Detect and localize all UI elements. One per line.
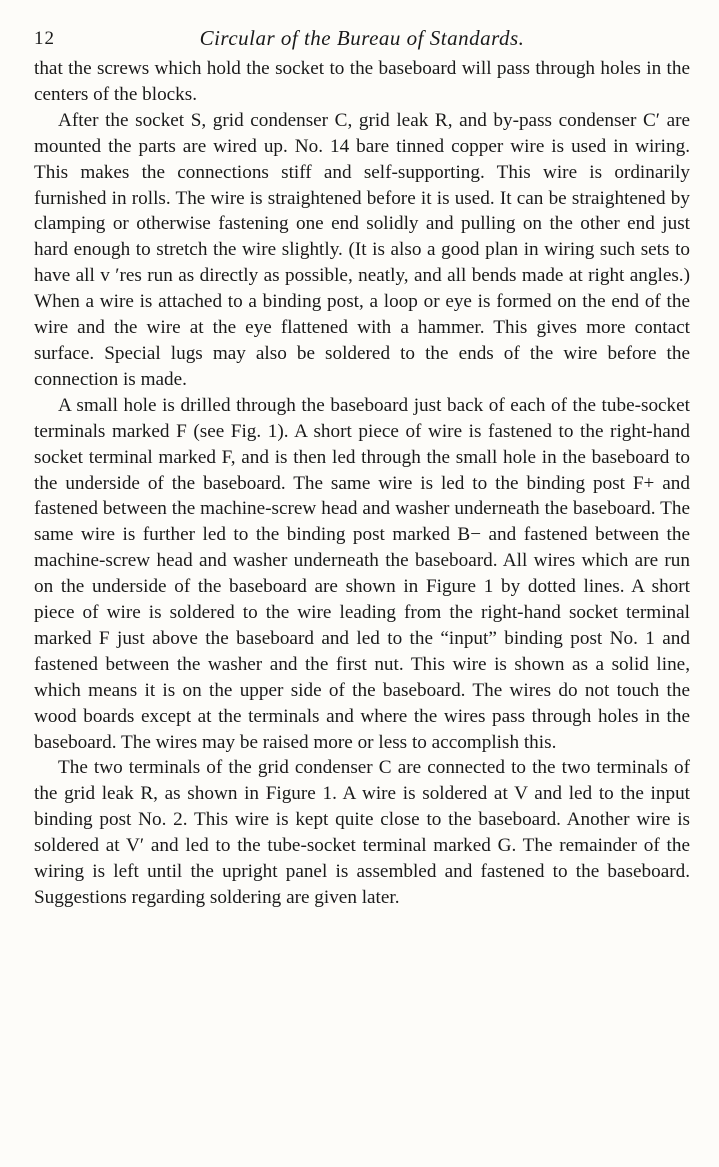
page-number: 12 [34,28,55,49]
paragraph: The two terminals of the grid condenser C are connected to the two terminals of the grid leak R, as shown in Figure 1. A wire is soldered at V and led to the input binding post No. 2. This wire is kept quite close to the baseboard. Another wire is soldered at V′ and led to the tube-socket terminal marked G. The remainder of the wiring is left until the upright panel is assembled and fastened to the baseboard. Suggestions regarding soldering are given later. [34,757,690,908]
running-title: Circular of the Bureau of Standards. [199,26,525,50]
running-head [34,24,690,56]
paragraph: A small hole is drilled through the baseboard just back of each of the tube-socket terminals marked F (see Fig. 1). A short piece of wire is fastened to the right-hand socket terminal marked F, and is then led through the small hole in the baseboard to the underside of the baseboard. The same wire is led to the binding post F+ and fastened between the machine-screw head and washer underneath the baseboard. The same wire is further led to the binding post marked B− and fastened between the machine-screw head and washer underneath the baseboard. All wires which are run on the underside of the baseboard are shown in Figure 1 by dotted lines. A short piece of wire is soldered to the wire leading from the right-hand socket terminal marked F just above the baseboard and led to the “input” binding post No. 1 and fastened between the washer and the first nut. This wire is shown as a solid line, which means it is on the upper side of the baseboard. The wires do not touch the wood boards except at the terminals and where the wires pass through holes in the baseboard. The wires may be raised more or less to accomplish this. [34,394,690,753]
paragraph-continued: that the screws which hold the socket to the baseboard will pass through holes in the centers of the blocks. [34,58,690,105]
body-text [34,56,690,911]
paragraph: After the socket S, grid condenser C, grid leak R, and by-pass condenser C′ are mounted the parts are wired up. No. 14 bare tinned copper wire is used in wiring. This makes the connections stiff and self-supporting. This wire is ordinarily furnished in rolls. The wire is straightened before it is used. It can be straightened by clamping or otherwise fastening one end solidly and pulling on the other end just hard enough to stretch the wire slightly. (It is also a good plan in wiring such sets to have all v ′res run as directly as possible, neatly, and all bends made at right angles.) When a wire is attached to a binding post, a loop or eye is formed on the end of the wire and the wire at the eye flattened with a hammer. This gives more contact surface. Special lugs may also be soldered to the ends of the wire before the connection is made. [34,109,690,390]
document-page [34,24,690,911]
